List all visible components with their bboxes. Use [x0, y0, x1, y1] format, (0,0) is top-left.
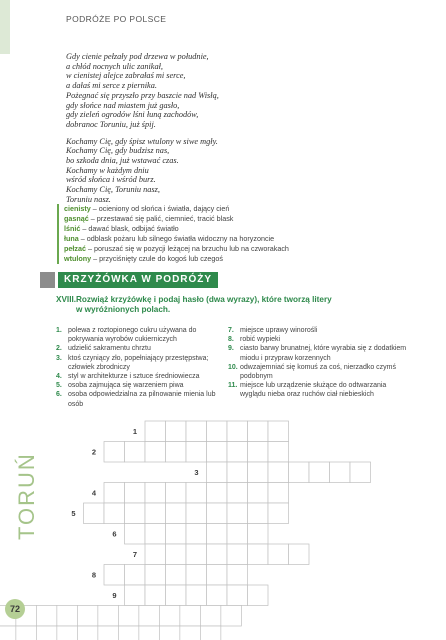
crossword-cell[interactable]: [125, 483, 146, 504]
crossword-cell[interactable]: [186, 544, 207, 565]
crossword-cell[interactable]: [268, 462, 289, 483]
crossword-cell[interactable]: [227, 524, 248, 545]
crossword-cell[interactable]: [207, 503, 228, 524]
crossword-cell[interactable]: [248, 503, 269, 524]
crossword-cell[interactable]: [166, 421, 187, 442]
glossary-definition: – przestawać się palić, ciemnieć, tracić blask: [88, 214, 234, 223]
clue-text: robić wypieki: [240, 336, 281, 344]
crossword-cell[interactable]: [166, 565, 187, 586]
crossword-cell[interactable]: [180, 606, 201, 627]
crossword-cell[interactable]: [186, 585, 207, 606]
clue-text: odwzajemniać się komuś za coś, nierzadko czymś podobnym: [240, 363, 397, 381]
glossary-term: łuna: [64, 234, 79, 243]
glossary-term: pełzać: [64, 244, 86, 253]
crossword-cell[interactable]: [186, 565, 207, 586]
crossword-cell[interactable]: [207, 524, 228, 545]
glossary-definition: – ocieniony od słońca i światła, dający cień: [90, 204, 230, 213]
crossword-cell[interactable]: [57, 626, 78, 640]
crossword-cell[interactable]: [289, 544, 310, 565]
page-header: PODRÓŻE PO POLSCE: [66, 14, 167, 24]
crossword-row-number: 3: [194, 468, 199, 477]
crossword-cell[interactable]: [200, 606, 221, 627]
crossword-cell[interactable]: [227, 483, 248, 504]
crossword-cell[interactable]: [248, 462, 269, 483]
crossword-cell[interactable]: [207, 442, 228, 463]
clue-number: 3.: [56, 354, 62, 362]
clue-text: miejsce uprawy winorośli: [240, 327, 318, 334]
crossword-cell[interactable]: [145, 585, 166, 606]
glossary-term: wtulony: [64, 254, 92, 263]
crossword-cell[interactable]: [207, 483, 228, 504]
poem-line: gdy słońce nad miastem już gasło,: [66, 100, 180, 110]
poem-line: Toruniu nasz.: [66, 194, 111, 204]
glossary-term: lśnić: [64, 224, 81, 233]
crossword-cell[interactable]: [36, 626, 57, 640]
crossword-cell[interactable]: [98, 606, 119, 627]
crossword-cell[interactable]: [118, 626, 139, 640]
crossword-cell[interactable]: [227, 462, 248, 483]
crossword-cell[interactable]: [268, 483, 289, 504]
crossword-cell[interactable]: [207, 544, 228, 565]
crossword-cell[interactable]: [186, 483, 207, 504]
crossword-cell[interactable]: [145, 544, 166, 565]
clue-text: ktoś czyniący zło, popełniający przestępstwa; człowiek zbrodniczy: [68, 354, 209, 371]
crossword-cell[interactable]: [166, 442, 187, 463]
crossword-cell[interactable]: [104, 503, 125, 524]
crossword-cell[interactable]: [248, 544, 269, 565]
crossword-cell[interactable]: [145, 524, 166, 545]
crossword-cell[interactable]: [166, 585, 187, 606]
crossword-cell[interactable]: [268, 442, 289, 463]
poem-line: bo szkoda dnia, już wstawać czas.: [66, 156, 179, 166]
clue-number: 7.: [228, 327, 234, 334]
crossword-cell[interactable]: [289, 462, 310, 483]
poem-line: Gdy cienie pełzały pod drzewa w południe,: [66, 52, 209, 61]
poem-line: wśród słońca i wśród burz.: [66, 175, 156, 185]
clue-number: 9.: [228, 345, 234, 353]
crossword-cell[interactable]: [330, 462, 351, 483]
poem-line: Kochamy Cię, gdy śpisz wtulony w siwe mgły.: [66, 136, 218, 146]
crossword-cell[interactable]: [221, 606, 242, 627]
crossword-cell[interactable]: [268, 421, 289, 442]
crossword-cell[interactable]: [227, 421, 248, 442]
crossword-cell[interactable]: [227, 585, 248, 606]
crossword-cell[interactable]: [248, 483, 269, 504]
crossword-cell[interactable]: [166, 483, 187, 504]
crossword-cell[interactable]: [227, 565, 248, 586]
crossword-cell[interactable]: [145, 442, 166, 463]
crossword-cell[interactable]: [77, 626, 98, 640]
crossword-row-number: 5: [71, 509, 76, 518]
crossword-cell[interactable]: [186, 421, 207, 442]
clue-number: 8.: [228, 336, 234, 344]
crossword-cell[interactable]: [207, 565, 228, 586]
clue-number: 2.: [56, 345, 62, 353]
poem-line: Kochamy w każdym dniu: [66, 165, 149, 175]
glossary-term: gasnąć: [64, 214, 89, 223]
crossword-cell[interactable]: [186, 442, 207, 463]
crossword-row-number: 9: [112, 591, 117, 600]
crossword-cell[interactable]: [248, 585, 269, 606]
crossword-cell[interactable]: [139, 606, 160, 627]
crossword-cell[interactable]: [104, 565, 125, 586]
clue-text: miejsce lub urządzenie służące do odtwarzania wyglądu nieba oraz ruchów ciał niebieskich: [240, 382, 387, 399]
crossword-cell[interactable]: [125, 442, 146, 463]
crossword-cell[interactable]: [159, 626, 180, 640]
crossword-cell[interactable]: [0, 626, 16, 640]
crossword-cell[interactable]: [227, 442, 248, 463]
crossword-cell[interactable]: [125, 565, 146, 586]
crossword-cell[interactable]: [350, 462, 371, 483]
crossword-cell[interactable]: [180, 626, 201, 640]
clue-text: polewa z roztopionego cukru używana do pokrywania wyrobów cukierniczych: [68, 327, 197, 344]
crossword-cell[interactable]: [248, 524, 269, 545]
crossword-cell[interactable]: [186, 503, 207, 524]
crossword-cell[interactable]: [57, 606, 78, 627]
glossary-definition: – poruszać się w pozycji leżącej na brzuchu lub na czworakach: [85, 244, 289, 253]
crossword-row-number: 7: [132, 550, 137, 559]
crossword-cell[interactable]: [248, 421, 269, 442]
crossword-cell[interactable]: [207, 585, 228, 606]
clue-text: ciasto barwy brunatnej, które wyrabia się z dodatkiem miodu i przypraw korzennych: [240, 345, 407, 362]
poem-line: Kochamy Cię, Toruniu nasz,: [66, 185, 160, 195]
task-text-line-2: w wyróżnionych polach.: [76, 305, 171, 314]
crossword-cell[interactable]: [139, 626, 160, 640]
clue-number: 5.: [56, 382, 62, 390]
clue-text: osoba odpowiedzialna za pilnowanie mienia lub osób: [68, 391, 216, 408]
poem-line: Pożegnać się przyszło przy baszcie nad Wisłą,: [66, 90, 219, 100]
glossary-definition: – przyciśnięty czule do kogoś lub czegoś: [91, 254, 223, 263]
clue-text: osoba zajmująca się warzeniem piwa: [68, 382, 184, 390]
crossword-cell[interactable]: [200, 626, 221, 640]
crossword-cell[interactable]: [159, 606, 180, 627]
side-label-city: TORUŃ: [14, 452, 39, 540]
crossword-cell[interactable]: [16, 626, 36, 640]
crossword-cell[interactable]: [125, 524, 146, 545]
crossword-cell[interactable]: [145, 565, 166, 586]
poem-line: a dałaś mi serce z piernika.: [66, 81, 157, 91]
glossary-term: cienisty: [64, 204, 91, 213]
crossword-row-number: 8: [91, 570, 96, 580]
crossword-row-number: 4: [91, 488, 96, 498]
crossword-cell[interactable]: [125, 585, 146, 606]
poem-line: Kochamy Cię, gdy budzisz nas,: [66, 146, 170, 156]
crossword-cell[interactable]: [125, 503, 146, 524]
glossary-definition: – dawać blask, odbijać światło: [80, 224, 179, 233]
clue-text: udzielić sakramentu chrztu: [68, 345, 151, 353]
task-text-line-1: Rozwiąż krzyżówkę i podaj hasło (dwa wyrazy), które tworzą litery: [76, 295, 332, 304]
crossword-cell[interactable]: [248, 442, 269, 463]
crossword-cell[interactable]: [166, 503, 187, 524]
crossword-cell[interactable]: [118, 606, 139, 627]
crossword-cell[interactable]: [166, 544, 187, 565]
poem-line: gdy zieleń ogrodów lśni łuną zachodów,: [66, 110, 199, 120]
crossword-cell[interactable]: [98, 626, 119, 640]
crossword-cell[interactable]: [84, 503, 105, 524]
crossword-cell[interactable]: [104, 442, 125, 463]
crossword-cell[interactable]: [227, 503, 248, 524]
poem-line: dobranoc Toruniu, już śpij.: [66, 119, 156, 129]
crossword-cell[interactable]: [145, 503, 166, 524]
clue-text: styl w architekturze i sztuce średniowiecza: [68, 373, 200, 381]
clue-number: 4.: [56, 373, 62, 381]
crossword-row-number: 1: [132, 427, 137, 436]
crossword-cell[interactable]: [104, 483, 125, 504]
glossary-definition: – odblask pożaru lub silnego światła widoczny na horyzoncie: [78, 234, 275, 243]
crossword-cell[interactable]: [145, 483, 166, 504]
page-number: 72: [5, 599, 25, 619]
clue-number: 6.: [56, 391, 62, 399]
clue-number: 11.: [228, 382, 238, 390]
clue-number: 1.: [56, 327, 62, 334]
crossword-cell[interactable]: [268, 503, 289, 524]
clue-number: 10.: [228, 363, 238, 371]
crossword-cell[interactable]: [268, 544, 289, 565]
crossword-row-number: 6: [112, 529, 117, 539]
crossword-row-number: 2: [91, 447, 96, 457]
poem-line: a chłód nocnych ulic zanikał,: [66, 61, 164, 71]
crossword-cell[interactable]: [166, 524, 187, 545]
crossword-cell[interactable]: [207, 421, 228, 442]
crossword-cell[interactable]: [207, 462, 228, 483]
crossword-cell[interactable]: [309, 462, 330, 483]
poem-line: w cienistej alejce zabrałaś mi serce,: [66, 71, 186, 81]
crossword-cell[interactable]: [186, 524, 207, 545]
crossword-cell[interactable]: [227, 544, 248, 565]
crossword-cell[interactable]: [77, 606, 98, 627]
crossword-cell[interactable]: [36, 606, 57, 627]
section-title: KRZYŻÓWKA W PODRÓŻY: [58, 272, 218, 288]
task-number: XVIII.: [56, 295, 77, 304]
crossword-cell[interactable]: [145, 421, 166, 442]
